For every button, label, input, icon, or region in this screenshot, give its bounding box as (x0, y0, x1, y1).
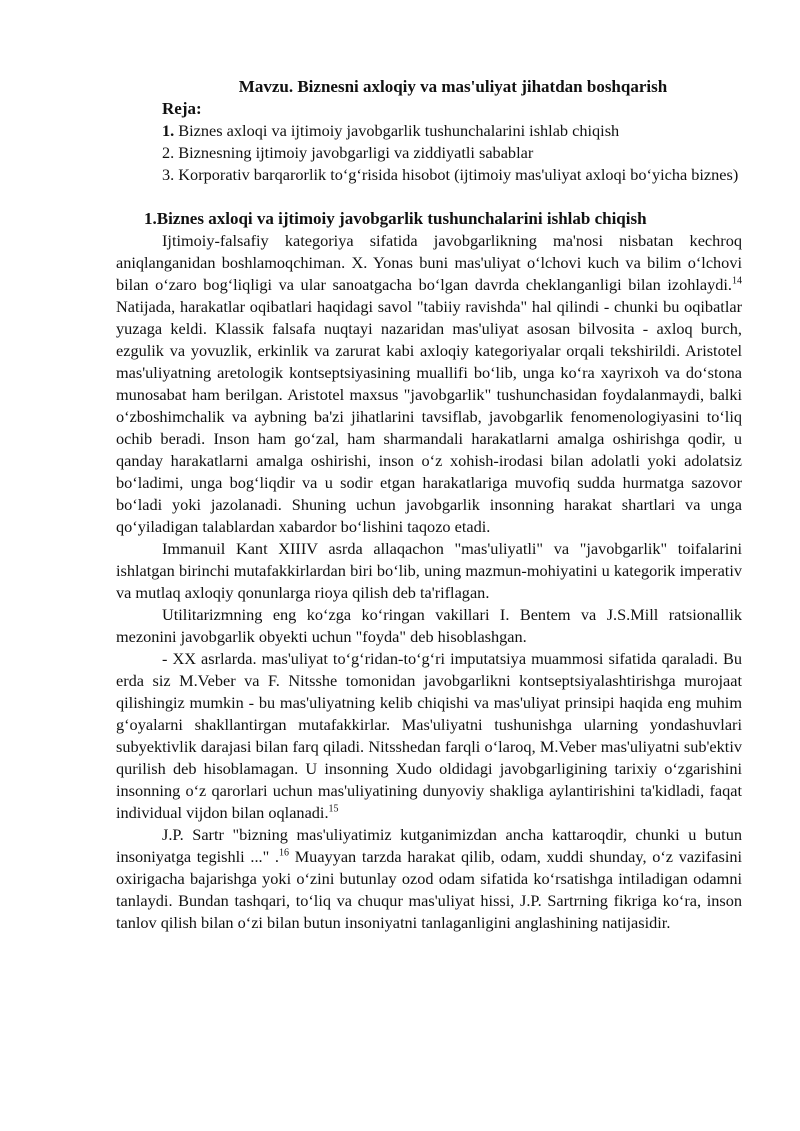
plan-item (116, 120, 742, 142)
plan-item-text: Biznes axloqi va ijtimoiy javobgarlik tushunchalarini ishlab chiqish (178, 121, 620, 140)
footnote-marker[interactable]: 14 (732, 275, 742, 287)
plan-item-number: 2. (162, 143, 175, 162)
paragraph-text: - XX asrlarda. mas'uliyat to‘g‘ridan-to‘g‘ri imputatsiya muammosi sifatida qaraladi. Bu erda siz M.Veber va F. Nitsshe tomonidan javobgarlikni kontseptsiyalashtirishga murojaat qilishingiz mumkin - bu mas'uliyatning kelib chiqishi va mas'uliyat prinsipi haqida eng muhim g‘oyalarni shakllantirgan mutafakkirlar. Mas'uliyatni tushunishga ularning yondashuvlari subyektivlik darajasi bilan farq qiladi. Nitsshedan farqli o‘laroq, M.Veber mas'uliyatni sub'ektiv qurilish deb hisoblamagan. U insonning Xudo oldidagi javobgarligining tarixiy o‘zgarishini insonning o‘z qarorlari uchun mas'uliyatining dunyoviy shakliga aylantirishini ta'kidladi, faqat individual vijdon bilan oqlanadi. (116, 649, 742, 822)
paragraph-text: Utilitarizmning eng ko‘zga ko‘ringan vakillari I. Bentem va J.S.Mill ratsionallik mezonini javobgarlik obyekti uchun "foyda" deb hisoblashgan. (116, 605, 742, 646)
paragraph-text: Muayyan tarzda harakat qilib, odam, xuddi shunday, o‘z vazifasini oxirigacha bajarishga yoki o‘zini butunlay ozod odam sifatida ko‘rsatishga intiladigan odamni tanlaydi. Bundan tashqari, to‘liq va chuqur mas'uliyat hissi, J.P. Sartrning fikriga ko‘ra, inson tanlov qilish bilan o‘zi bilan butun insoniyatni tanlaganligini anglashining natijasidir. (116, 847, 743, 932)
plan-item-number: 3. (162, 165, 175, 184)
plan-item (116, 142, 742, 164)
paragraph-text: J.P. Sartr "bizning mas'uliyatimiz kutganimizdan ancha kattaroqdir, chunki u butun insoniyatga tegishli ..." . (116, 825, 742, 866)
paragraph-text: Ijtimoiy-falsafiy kategoriya sifatida javobgarlikning ma'nosi nisbatan kechroq aniqlanganidan boshlamoqchiman. X. Yonas buni mas'uliyat o‘lchovi kuch va bilim o‘lchovi bilan o‘zaro bog‘liqligi va ular sanoatgacha bo‘lgan davrda cheklanganligi bilan izohlaydi. (116, 231, 742, 294)
body-paragraph (116, 538, 742, 604)
document-page (116, 76, 742, 934)
plan-item-text: Biznesning ijtimoiy javobgarligi va ziddiyatli sabablar (178, 143, 534, 162)
paragraph-text: Natijada, harakatlar oqibatlari haqidagi savol "tabiiy ravishda" hal qilindi - chunki bu oqibatlar yuzaga keldi. Klassik falsafa nuqtayi nazaridan mas'uliyat asosan bilvosita - axloq burch, ezgulik va yovuzlik, erkinlik va zarurat kabi axloqiy kategoriyalar orqali tekshirildi. Aristotel mas'uliyatning aretologik kontseptsiyasining muallifi bo‘lib, unga ko‘ra xayrixoh va do‘stona munosabat ham berilgan. Aristotel maxsus "javobgarlik" tushunchasidan foydalanmaydi, balki o‘zboshimchalik va aybning ba'zi jihatlarini tavsiflab, javobgarlik fenomenologiyasini to‘liq ochib beradi. Inson ham go‘zal, ham sharmandali harakatlarni amalga oshirishga qodir, u qanday harakatlarni amalga oshirishi, inson o‘z xohish-irodasi bilan adolatli yoki adolatsiz bo‘ladimi, unga bog‘liqdir va u sodir etgan harakatlariga muvofiq sudda hurmatga sazovor bo‘ladi yoki jazolanadi. Shuning uchun javobgarlik insonning harakat shartlari va unga qo‘yiladigan talablardan xabardor bo‘lishini taqozo etadi. (116, 297, 742, 536)
footnote-marker[interactable]: 15 (328, 803, 339, 815)
section-heading: 1.Biznes axloqi va ijtimoiy javobgarlik tushunchalarini ishlab chiqish (144, 209, 647, 228)
plan-item-text: Korporativ barqarorlik to‘g‘risida hisobot (ijtimoiy mas'uliyat axloqi bo‘yicha biznes) (178, 165, 739, 184)
plan-item-number: 1. (162, 121, 175, 140)
plan-label: Reja: (162, 99, 202, 118)
body-paragraph (116, 648, 742, 824)
footnote-marker[interactable]: 16 (279, 847, 290, 859)
body-paragraph (116, 230, 742, 538)
body-paragraph (116, 604, 742, 648)
plan-item (116, 164, 742, 186)
document-title: Mavzu. Biznesni axloqiy va mas'uliyat jihatdan boshqarish (238, 77, 668, 96)
body-paragraph (116, 824, 742, 934)
paragraph-text: Immanuil Kant XIIIV asrda allaqachon "mas'uliyatli" va "javobgarlik" toifalarini ishlatgan birinchi mutafakkirlardan biri bo‘lib, uning mazmun-mohiyatini u kategorik imperativ va mutlaq axloqiy qonunlarga rioya qilish deb ta'riflagan. (116, 539, 742, 602)
